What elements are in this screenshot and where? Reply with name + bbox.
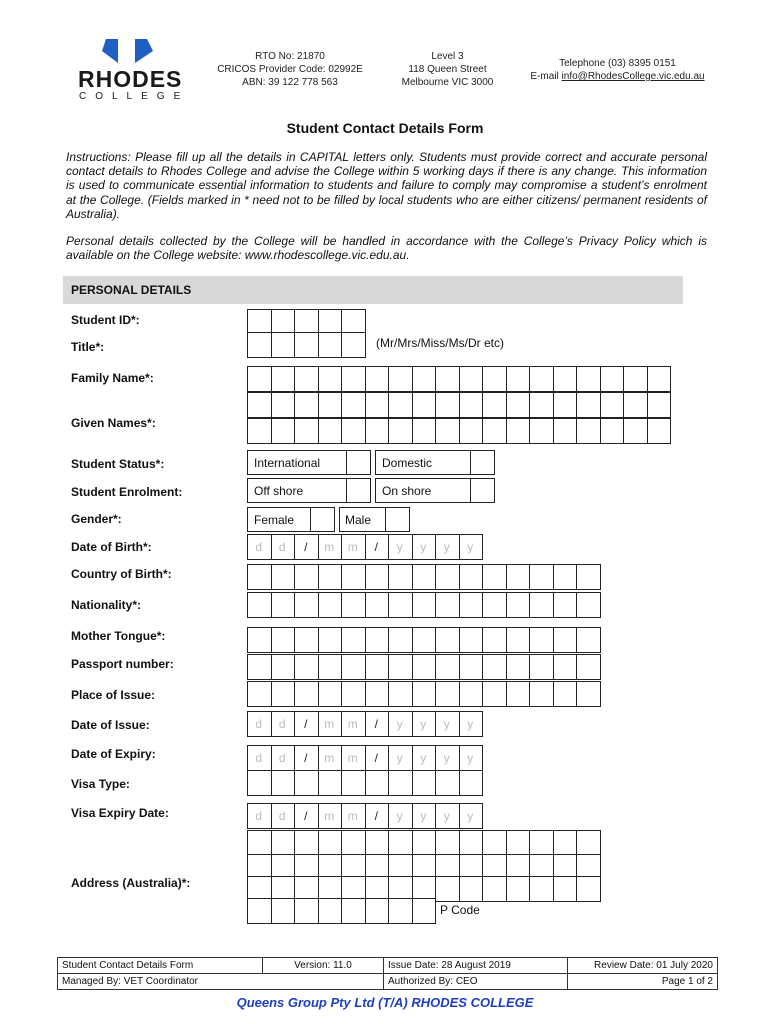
visa-type-box[interactable] xyxy=(341,770,366,796)
family-name-2-box[interactable] xyxy=(388,392,413,418)
passport-box[interactable] xyxy=(459,654,484,680)
address-3-box[interactable] xyxy=(482,876,507,902)
country-of-birth-box[interactable] xyxy=(529,564,554,590)
nationality-box[interactable] xyxy=(529,592,554,618)
title-hint: (Mr/Mrs/Miss/Ms/Dr etc) xyxy=(376,336,504,350)
country-of-birth-box[interactable] xyxy=(435,564,460,590)
family-name-box[interactable] xyxy=(318,366,343,392)
date-separator: / xyxy=(304,809,308,823)
address-4-box[interactable] xyxy=(271,898,296,924)
address-1-box[interactable] xyxy=(529,830,554,856)
dob-label: Date of Birth*: xyxy=(71,540,152,554)
mother-tongue-box[interactable] xyxy=(506,627,531,653)
passport-box[interactable] xyxy=(412,654,437,680)
country-of-birth-box[interactable] xyxy=(412,564,437,590)
place-of-issue-box[interactable] xyxy=(388,681,413,707)
date-separator: / xyxy=(374,540,378,554)
visa-type-box[interactable] xyxy=(271,770,296,796)
offshore-label: Off shore xyxy=(254,484,304,498)
mother-tongue-box[interactable] xyxy=(435,627,460,653)
family-name-2-box[interactable] xyxy=(600,392,625,418)
date-placeholder: m xyxy=(324,809,335,823)
given-names-box[interactable] xyxy=(459,418,484,444)
passport-label: Passport number: xyxy=(71,657,174,671)
address-4-box[interactable] xyxy=(247,898,272,924)
family-name-box[interactable] xyxy=(412,366,437,392)
given-names-box[interactable] xyxy=(576,418,601,444)
family-name-box[interactable] xyxy=(365,366,390,392)
title-box[interactable] xyxy=(341,332,366,358)
date-placeholder: y xyxy=(396,717,403,731)
family-name-2-box[interactable] xyxy=(365,392,390,418)
family-name-2-box[interactable] xyxy=(506,392,531,418)
date-placeholder: y xyxy=(420,751,427,765)
date-separator: / xyxy=(304,751,308,765)
place-of-issue-box[interactable] xyxy=(529,681,554,707)
date-placeholder: y xyxy=(467,751,474,765)
date-placeholder: d xyxy=(255,809,263,823)
mother-tongue-box[interactable] xyxy=(341,627,366,653)
student-enrolment-label: Student Enrolment: xyxy=(71,485,183,499)
family-name-2-box[interactable] xyxy=(576,392,601,418)
date-placeholder: d xyxy=(278,540,286,554)
country-of-birth-box[interactable] xyxy=(553,564,578,590)
family-name-2-box[interactable] xyxy=(412,392,437,418)
address-line-3: Melbourne VIC 3000 xyxy=(401,77,494,88)
date-placeholder: y xyxy=(396,751,403,765)
family-name-label: Family Name*: xyxy=(71,371,154,385)
country-of-birth-box[interactable] xyxy=(459,564,484,590)
passport-box[interactable] xyxy=(294,654,319,680)
date-separator: / xyxy=(374,751,378,765)
title-box[interactable] xyxy=(247,332,272,358)
address-3-box[interactable] xyxy=(529,876,554,902)
address-3-box[interactable] xyxy=(553,876,578,902)
place-of-issue-label: Place of Issue: xyxy=(71,688,156,702)
given-names-box[interactable] xyxy=(318,418,343,444)
date-placeholder: y xyxy=(443,540,450,554)
given-names-box[interactable] xyxy=(341,418,366,444)
domestic-checkbox[interactable] xyxy=(470,450,495,475)
address-1-box[interactable] xyxy=(435,830,460,856)
nationality-box[interactable] xyxy=(294,592,319,618)
onshore-checkbox[interactable] xyxy=(470,478,495,503)
given-names-box[interactable] xyxy=(506,418,531,444)
page-title: Student Contact Details Form xyxy=(286,120,484,136)
family-name-2-box[interactable] xyxy=(294,392,319,418)
place-of-issue-box[interactable] xyxy=(271,681,296,707)
date-placeholder: y xyxy=(420,540,427,554)
logo-subtitle: COLLEGE xyxy=(79,91,190,102)
date-placeholder: m xyxy=(324,540,335,554)
given-names-box[interactable] xyxy=(482,418,507,444)
family-name-box[interactable] xyxy=(388,366,413,392)
mother-tongue-box[interactable] xyxy=(294,627,319,653)
visa-type-box[interactable] xyxy=(247,770,272,796)
nationality-box[interactable] xyxy=(247,592,272,618)
family-name-2-box[interactable] xyxy=(435,392,460,418)
nationality-box[interactable] xyxy=(553,592,578,618)
female-label: Female xyxy=(254,513,295,527)
family-name-box[interactable] xyxy=(623,366,648,392)
country-of-birth-box[interactable] xyxy=(271,564,296,590)
visa-expiry-label: Visa Expiry Date: xyxy=(71,806,169,820)
country-of-birth-box[interactable] xyxy=(576,564,601,590)
date-placeholder: y xyxy=(420,717,427,731)
address-1-box[interactable] xyxy=(365,830,390,856)
address-3-box[interactable] xyxy=(506,876,531,902)
date-placeholder: m xyxy=(347,809,358,823)
date-placeholder: y xyxy=(396,809,403,823)
date-placeholder: m xyxy=(347,717,358,731)
family-name-box[interactable] xyxy=(294,366,319,392)
date-placeholder: y xyxy=(443,751,450,765)
address-1-box[interactable] xyxy=(553,830,578,856)
date-placeholder: d xyxy=(255,751,263,765)
date-placeholder: y xyxy=(467,540,474,554)
family-name-2-box[interactable] xyxy=(482,392,507,418)
nationality-box[interactable] xyxy=(271,592,296,618)
family-name-box[interactable] xyxy=(553,366,578,392)
title-box[interactable] xyxy=(271,332,296,358)
address-1-box[interactable] xyxy=(388,830,413,856)
place-of-issue-box[interactable] xyxy=(435,681,460,707)
address-3-box[interactable] xyxy=(459,876,484,902)
mother-tongue-box[interactable] xyxy=(271,627,296,653)
footer-review-date: Review Date: 01 July 2020 xyxy=(568,958,718,974)
given-names-box[interactable] xyxy=(600,418,625,444)
gender-label: Gender*: xyxy=(71,512,122,526)
address-1-box[interactable] xyxy=(318,830,343,856)
telephone: Telephone (03) 8395 0151 xyxy=(559,58,676,69)
date-placeholder: y xyxy=(396,540,403,554)
place-of-issue-box[interactable] xyxy=(247,681,272,707)
country-of-birth-label: Country of Birth*: xyxy=(71,567,172,581)
family-name-box[interactable] xyxy=(341,366,366,392)
given-names-box[interactable] xyxy=(294,418,319,444)
address-1-box[interactable] xyxy=(506,830,531,856)
address-1-box[interactable] xyxy=(341,830,366,856)
company-name: Queens Group Pty Ltd (T/A) RHODES COLLEGE xyxy=(236,995,534,1010)
family-name-box[interactable] xyxy=(506,366,531,392)
nationality-box[interactable] xyxy=(318,592,343,618)
place-of-issue-box[interactable] xyxy=(506,681,531,707)
mother-tongue-label: Mother Tongue*: xyxy=(71,629,166,643)
passport-box[interactable] xyxy=(506,654,531,680)
domestic-label: Domestic xyxy=(382,456,433,470)
address-label: Address (Australia)*: xyxy=(71,876,191,890)
male-checkbox[interactable] xyxy=(385,507,410,532)
address-4-box[interactable] xyxy=(412,898,437,924)
passport-box[interactable] xyxy=(365,654,390,680)
given-names-box[interactable] xyxy=(247,418,272,444)
given-names-box[interactable] xyxy=(435,418,460,444)
visa-type-box[interactable] xyxy=(388,770,413,796)
mother-tongue-box[interactable] xyxy=(459,627,484,653)
address-1-box[interactable] xyxy=(412,830,437,856)
offshore-checkbox[interactable] xyxy=(346,478,371,503)
passport-box[interactable] xyxy=(529,654,554,680)
mother-tongue-box[interactable] xyxy=(529,627,554,653)
family-name-box[interactable] xyxy=(247,366,272,392)
visa-type-box[interactable] xyxy=(365,770,390,796)
cricos-code: CRICOS Provider Code: 02992E xyxy=(217,64,363,75)
given-names-box[interactable] xyxy=(388,418,413,444)
given-names-box[interactable] xyxy=(553,418,578,444)
nationality-box[interactable] xyxy=(412,592,437,618)
place-of-issue-box[interactable] xyxy=(553,681,578,707)
family-name-box[interactable] xyxy=(271,366,296,392)
date-placeholder: m xyxy=(347,540,358,554)
date-placeholder: m xyxy=(324,717,335,731)
visa-type-label: Visa Type: xyxy=(71,777,130,791)
abn: ABN: 39 122 778 563 xyxy=(242,77,338,88)
visa-type-box[interactable] xyxy=(294,770,319,796)
place-of-issue-box[interactable] xyxy=(294,681,319,707)
place-of-issue-box[interactable] xyxy=(482,681,507,707)
date-placeholder: y xyxy=(420,809,427,823)
instructions: Instructions: Please fill up all the details in CAPITAL letters only. Students must provide correct and accurate personal contact details to Rhodes College and advise the College within 5 working days if there is any change. This information is used to communicate essential information to students and failure to comply may compromise a student’s enrolment at the College. (Fields marked in * need not to be filled by local students who are either citizens/ permanent residents of Australia). xyxy=(66,150,707,221)
country-of-birth-box[interactable] xyxy=(388,564,413,590)
date-separator: / xyxy=(374,717,378,731)
family-name-box[interactable] xyxy=(529,366,554,392)
family-name-box[interactable] xyxy=(647,366,672,392)
mother-tongue-box[interactable] xyxy=(318,627,343,653)
nationality-box[interactable] xyxy=(576,592,601,618)
nationality-box[interactable] xyxy=(435,592,460,618)
passport-box[interactable] xyxy=(341,654,366,680)
address-4-box[interactable] xyxy=(365,898,390,924)
place-of-issue-box[interactable] xyxy=(412,681,437,707)
family-name-box[interactable] xyxy=(482,366,507,392)
student-id-label: Student ID*: xyxy=(71,313,140,327)
student-status-label: Student Status*: xyxy=(71,457,165,471)
given-names-box[interactable] xyxy=(271,418,296,444)
passport-box[interactable] xyxy=(576,654,601,680)
nationality-box[interactable] xyxy=(459,592,484,618)
visa-type-box[interactable] xyxy=(412,770,437,796)
address-4-box[interactable] xyxy=(318,898,343,924)
country-of-birth-box[interactable] xyxy=(247,564,272,590)
country-of-birth-box[interactable] xyxy=(318,564,343,590)
document-footer xyxy=(57,957,718,990)
nationality-label: Nationality*: xyxy=(71,598,142,612)
family-name-2-box[interactable] xyxy=(341,392,366,418)
date-placeholder: m xyxy=(347,751,358,765)
visa-type-box[interactable] xyxy=(435,770,460,796)
visa-type-box[interactable] xyxy=(459,770,484,796)
nationality-box[interactable] xyxy=(388,592,413,618)
address-4-box[interactable] xyxy=(294,898,319,924)
given-names-box[interactable] xyxy=(412,418,437,444)
family-name-2-box[interactable] xyxy=(647,392,672,418)
mother-tongue-box[interactable] xyxy=(553,627,578,653)
visa-type-box[interactable] xyxy=(318,770,343,796)
mother-tongue-box[interactable] xyxy=(576,627,601,653)
date-placeholder: y xyxy=(443,809,450,823)
family-name-2-box[interactable] xyxy=(459,392,484,418)
family-name-2-box[interactable] xyxy=(623,392,648,418)
male-label: Male xyxy=(345,513,372,527)
date-placeholder: d xyxy=(278,717,286,731)
footer-page-number: Page 1 of 2 xyxy=(568,974,718,990)
family-name-2-box[interactable] xyxy=(271,392,296,418)
address-1-box[interactable] xyxy=(482,830,507,856)
given-names-box[interactable] xyxy=(647,418,672,444)
address-line-1: Level 3 xyxy=(431,51,464,62)
date-of-expiry-label: Date of Expiry: xyxy=(71,747,156,761)
date-placeholder: d xyxy=(278,751,286,765)
international-checkbox[interactable] xyxy=(346,450,371,475)
mother-tongue-box[interactable] xyxy=(365,627,390,653)
mother-tongue-box[interactable] xyxy=(388,627,413,653)
nationality-box[interactable] xyxy=(341,592,366,618)
date-placeholder: y xyxy=(467,809,474,823)
place-of-issue-box[interactable] xyxy=(576,681,601,707)
country-of-birth-box[interactable] xyxy=(506,564,531,590)
passport-box[interactable] xyxy=(388,654,413,680)
passport-box[interactable] xyxy=(247,654,272,680)
mother-tongue-box[interactable] xyxy=(482,627,507,653)
footer-issue-date: Issue Date: 28 August 2019 xyxy=(384,958,568,974)
date-placeholder: d xyxy=(255,717,263,731)
passport-box[interactable] xyxy=(318,654,343,680)
country-of-birth-box[interactable] xyxy=(294,564,319,590)
date-placeholder: y xyxy=(467,717,474,731)
place-of-issue-box[interactable] xyxy=(459,681,484,707)
date-separator: / xyxy=(304,717,308,731)
given-names-label: Given Names*: xyxy=(71,416,156,430)
footer-authorized-by: Authorized By: CEO xyxy=(384,974,568,990)
passport-box[interactable] xyxy=(482,654,507,680)
address-line-2: 118 Queen Street xyxy=(408,64,487,75)
footer-managed-by: Managed By: VET Coordinator xyxy=(58,974,263,990)
passport-box[interactable] xyxy=(271,654,296,680)
privacy-notice: Personal details collected by the College will be handled in accordance with the College’s Privacy Policy which is available on the College website: www.rhodescollege.vic.edu.au. xyxy=(66,234,707,263)
logo-wordmark: RHODES xyxy=(78,66,183,92)
email-link[interactable]: info@RhodesCollege.vic.edu.au xyxy=(561,71,705,82)
mother-tongue-box[interactable] xyxy=(412,627,437,653)
date-of-issue-label: Date of Issue: xyxy=(71,718,150,732)
family-name-2-box[interactable] xyxy=(553,392,578,418)
onshore-label: On shore xyxy=(382,484,432,498)
address-4-box[interactable] xyxy=(388,898,413,924)
date-separator: / xyxy=(304,540,308,554)
title-label: Title*: xyxy=(71,340,105,354)
date-separator: / xyxy=(374,809,378,823)
section-personal-details: PERSONAL DETAILS xyxy=(63,276,683,304)
place-of-issue-box[interactable] xyxy=(365,681,390,707)
family-name-box[interactable] xyxy=(600,366,625,392)
mother-tongue-box[interactable] xyxy=(247,627,272,653)
title-box[interactable] xyxy=(294,332,319,358)
nationality-box[interactable] xyxy=(506,592,531,618)
given-names-box[interactable] xyxy=(365,418,390,444)
country-of-birth-box[interactable] xyxy=(482,564,507,590)
address-3-box[interactable] xyxy=(576,876,601,902)
family-name-2-box[interactable] xyxy=(247,392,272,418)
place-of-issue-box[interactable] xyxy=(318,681,343,707)
date-placeholder: y xyxy=(443,717,450,731)
place-of-issue-box[interactable] xyxy=(341,681,366,707)
address-1-box[interactable] xyxy=(459,830,484,856)
nationality-box[interactable] xyxy=(482,592,507,618)
address-1-box[interactable] xyxy=(247,830,272,856)
footer-version: Version: 11.0 xyxy=(263,958,384,974)
family-name-box[interactable] xyxy=(435,366,460,392)
date-placeholder: m xyxy=(324,751,335,765)
rto-number: RTO No: 21870 xyxy=(255,51,325,62)
passport-box[interactable] xyxy=(435,654,460,680)
passport-box[interactable] xyxy=(553,654,578,680)
female-checkbox[interactable] xyxy=(310,507,335,532)
postcode-label: P Code xyxy=(440,903,480,917)
address-1-box[interactable] xyxy=(271,830,296,856)
family-name-2-box[interactable] xyxy=(529,392,554,418)
address-1-box[interactable] xyxy=(294,830,319,856)
footer-form-name: Student Contact Details Form xyxy=(58,958,263,974)
address-1-box[interactable] xyxy=(576,830,601,856)
email-label: E-mail xyxy=(530,71,562,82)
title-box[interactable] xyxy=(318,332,343,358)
given-names-box[interactable] xyxy=(623,418,648,444)
date-placeholder: d xyxy=(255,540,263,554)
date-placeholder: d xyxy=(278,809,286,823)
nationality-box[interactable] xyxy=(365,592,390,618)
international-label: International xyxy=(254,456,321,470)
address-3-box[interactable] xyxy=(435,876,460,902)
family-name-2-box[interactable] xyxy=(318,392,343,418)
address-4-box[interactable] xyxy=(341,898,366,924)
country-of-birth-box[interactable] xyxy=(341,564,366,590)
given-names-box[interactable] xyxy=(529,418,554,444)
country-of-birth-box[interactable] xyxy=(365,564,390,590)
family-name-box[interactable] xyxy=(459,366,484,392)
family-name-box[interactable] xyxy=(576,366,601,392)
